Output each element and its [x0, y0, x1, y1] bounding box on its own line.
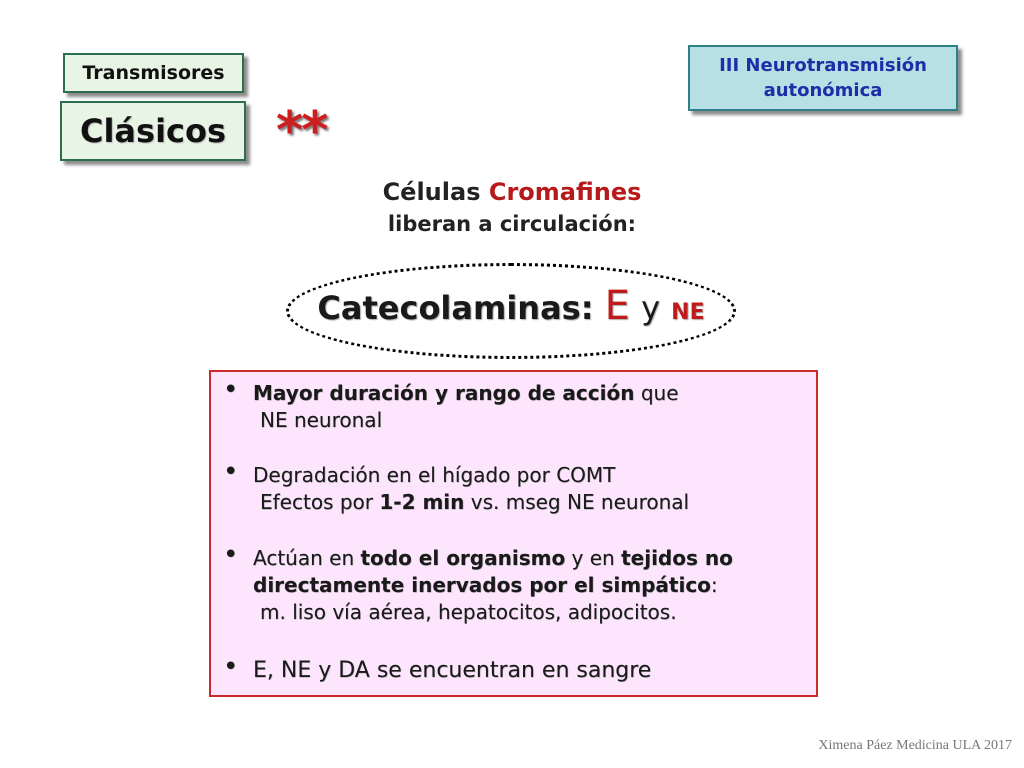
bullet2-line1: Degradación en el hígado por COMT — [253, 463, 616, 487]
bullet1-bold: Mayor duración y rango de acción — [253, 381, 635, 405]
bullet3-w1: Actúan en — [253, 546, 355, 570]
bullet3-w4: tejidos no — [621, 546, 733, 570]
bullet2-post: vs. mseg NE neuronal — [470, 490, 690, 514]
list-item — [223, 375, 679, 434]
norepinephrine-letters: NE — [671, 300, 705, 325]
clasicos-label: Clásicos — [60, 101, 246, 161]
list-item — [223, 540, 733, 626]
celulas-word: Células — [382, 178, 481, 206]
footer-credit: Ximena Páez Medicina ULA 2017 — [818, 738, 1012, 753]
bullet1-line2: NE neuronal — [260, 408, 383, 432]
bullet3-line2: directamente inervados por el simpático — [253, 573, 711, 597]
cells-title — [0, 175, 1024, 209]
transmisores-label: Transmisores — [63, 53, 244, 93]
conjunction-y: y — [641, 289, 661, 327]
bullet2-pre: Efectos por — [260, 490, 373, 514]
bullet1-normal: que — [640, 381, 679, 405]
bullet-icon: • — [223, 457, 239, 487]
bullet-icon: • — [223, 540, 239, 570]
bullet3-w2: todo el organismo — [360, 546, 566, 570]
section-title-line1: III Neurotransmisión — [719, 55, 927, 76]
list-item — [223, 652, 652, 684]
liberan-subtitle: liberan a circulación: — [387, 212, 637, 236]
catecolaminas-heading — [286, 283, 736, 329]
bullet3-w3: y en — [571, 546, 615, 570]
section-title-line2: autonómica — [763, 80, 883, 101]
bullet3-line3: m. liso vía aérea, hepatocitos, adipocitos. — [260, 600, 677, 624]
bullet-icon: • — [223, 375, 239, 405]
catecolaminas-label: Catecolaminas: — [317, 289, 594, 327]
chromaffin-cells-heading — [0, 175, 1024, 239]
properties-list-box — [209, 370, 818, 697]
list-item — [223, 457, 690, 516]
section-title-box — [688, 45, 958, 111]
bullet3-colon: : — [710, 573, 718, 597]
emphasis-stars: ** — [276, 101, 327, 161]
cromafines-word: Cromafines — [488, 178, 642, 206]
bullet-icon: • — [223, 652, 239, 682]
bullet2-bold: 1-2 min — [379, 490, 465, 514]
bullet4-text: E, NE y DA se encuentran en sangre — [253, 658, 652, 683]
epinephrine-letter: E — [604, 283, 630, 329]
